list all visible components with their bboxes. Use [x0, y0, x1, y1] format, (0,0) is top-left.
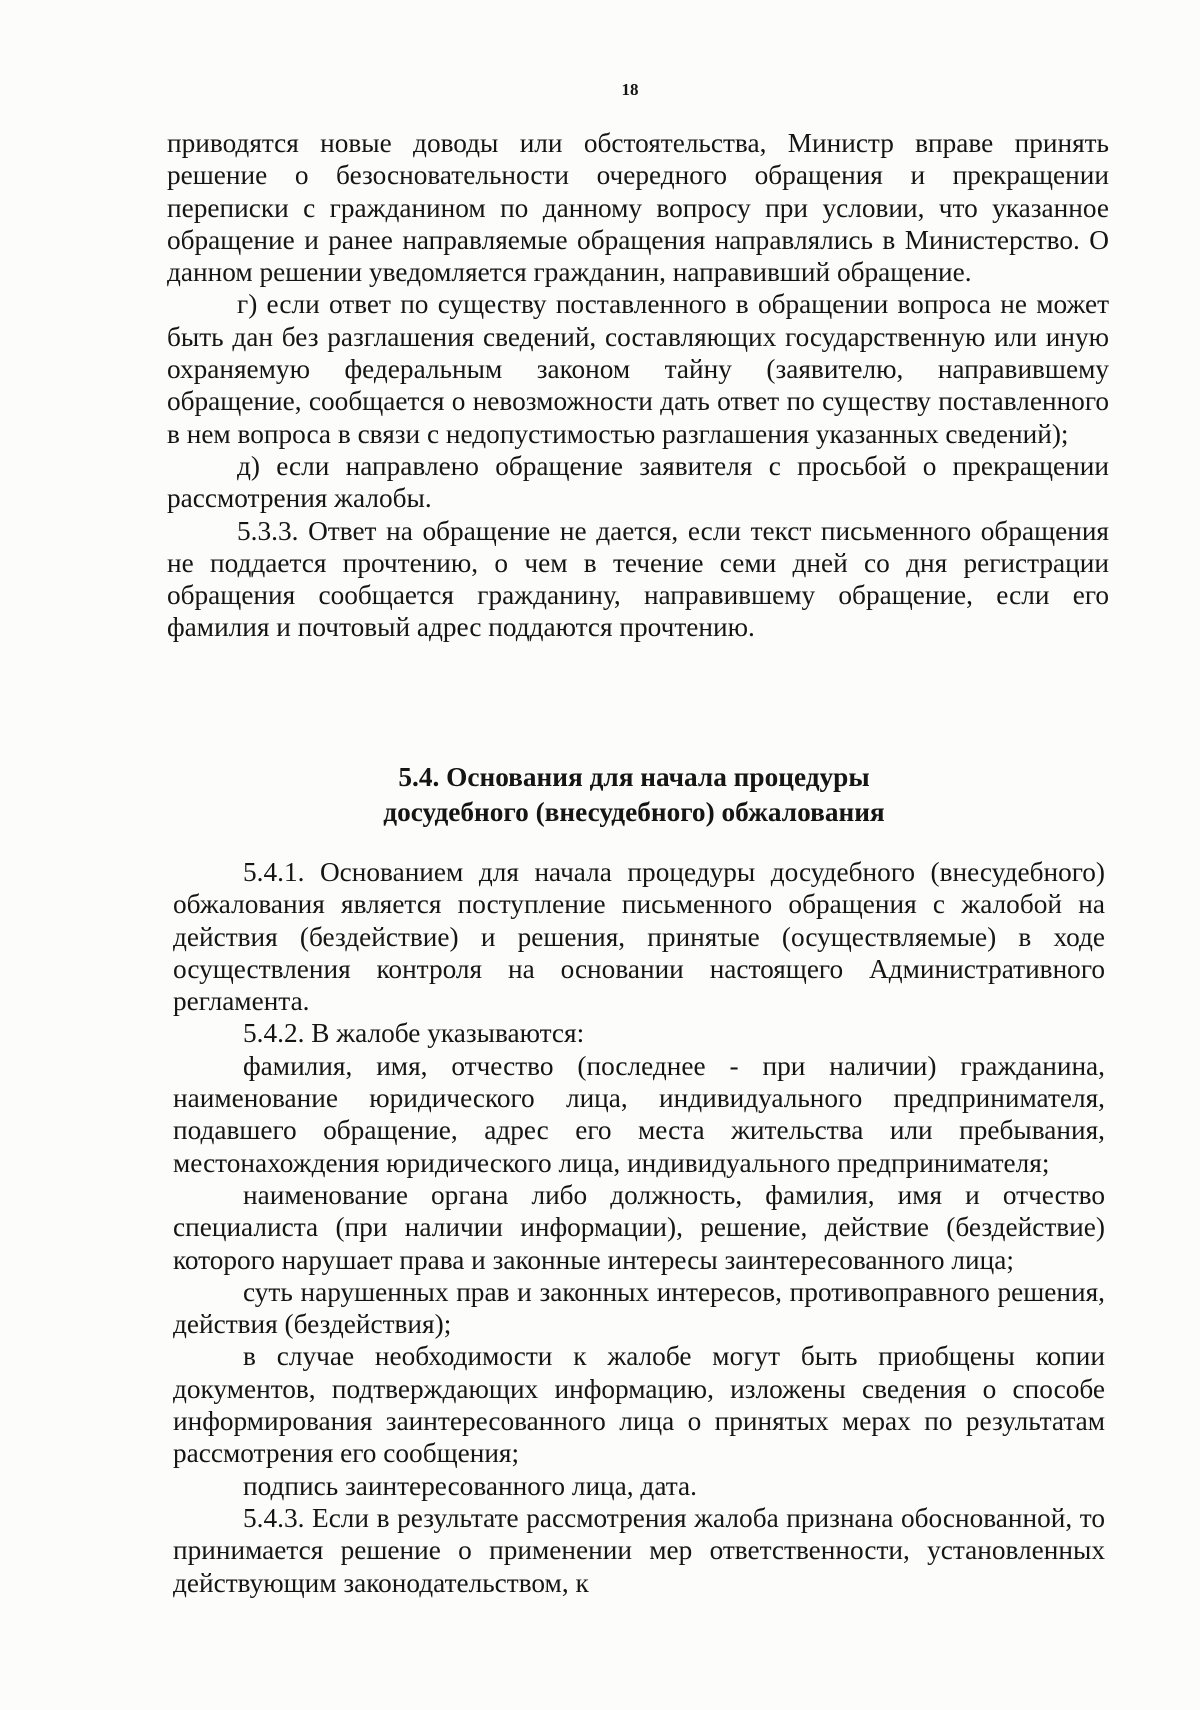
paragraph-5-3-3: 5.3.3. Ответ на обращение не дается, если текст письменного обращения не поддается прочтению, о чем в течение семи дней со дня регистрации обращения сообщается гражданину, направившему обращение, если его фамилия и почтовый адрес поддаются прочтению. [167, 515, 1109, 643]
paragraph-item-d: д) если направлено обращение заявителя с просьбой о прекращении рассмотрения жалобы. [167, 450, 1109, 514]
section-heading [0, 760, 1200, 830]
paragraph-5-4-3: 5.4.3. Если в результате рассмотрения жалоба признана обоснованной, то принимается решение о применении мер ответственности, установленных действующим законодательством, к [173, 1502, 1105, 1598]
section-heading-line-2: досудебного (внесудебного) обжалования [383, 797, 885, 827]
paragraph-list-item-essence: суть нарушенных прав и законных интересов, противоправного решения, действия (бездействия); [173, 1276, 1105, 1340]
paragraph-5-4-1: 5.4.1. Основанием для начала процедуры досудебного (внесудебного) обжалования является поступление письменного обращения с жалобой на действия (бездействие) и решения, принятые (осуществляемые) в ходе осуществления контроля на основании настоящего Административного регламента. [173, 857, 1105, 1017]
text-block-section-5-4 [173, 856, 1105, 1599]
paragraph-list-item-copies: в случае необходимости к жалобе могут быть приобщены копии документов, подтверждающих информацию, изложены сведения о способе информирования заинтересованного лица о принятых мерах по результатам рассмотрения его сообщения; [173, 1341, 1105, 1469]
paragraph-list-item-organ: наименование органа либо должность, фамилия, имя и отчество специалиста (при наличии информации), решение, действие (бездействие) которого нарушает права и законные интересы заинтересованного лица; [173, 1179, 1105, 1275]
section-heading-line-1: 5.4. Основания для начала процедуры [398, 762, 870, 792]
paragraph-list-item-name: фамилия, имя, отчество (последнее - при наличии) гражданина, наименование юридического лица, индивидуального предпринимателя, подавшего обращение, адрес его места жительства или пребывания, местонахождения юридического лица, индивидуального предпринимателя; [173, 1050, 1105, 1178]
paragraph-item-g: г) если ответ по существу поставленного в обращении вопроса не может быть дан без разглашения сведений, составляющих государственную или иную охраняемую федеральным законом тайну (заявителю, направившему обращение, сообщается о невозможности дать ответ по существу поставленного в нем вопроса в связи с недопустимостью разглашения указанных сведений); [167, 289, 1109, 449]
paragraph-5-4-2: 5.4.2. В жалобе указываются: [243, 1018, 585, 1049]
paragraph-continuation: приводятся новые доводы или обстоятельства, Министр вправе принять решение о безосновательности очередного обращения и прекращении переписки с гражданином по данному вопросу при условии, что указанное обращение и ранее направляемые обращения направлялись в Министерство. О данном решении уведомляется гражданин, направивший обращение. [167, 128, 1109, 288]
paragraph-list-item-signature: подпись заинтересованного лица, дата. [243, 1470, 697, 1501]
page-number: 18 [621, 80, 639, 99]
text-block-continuation [167, 127, 1109, 644]
